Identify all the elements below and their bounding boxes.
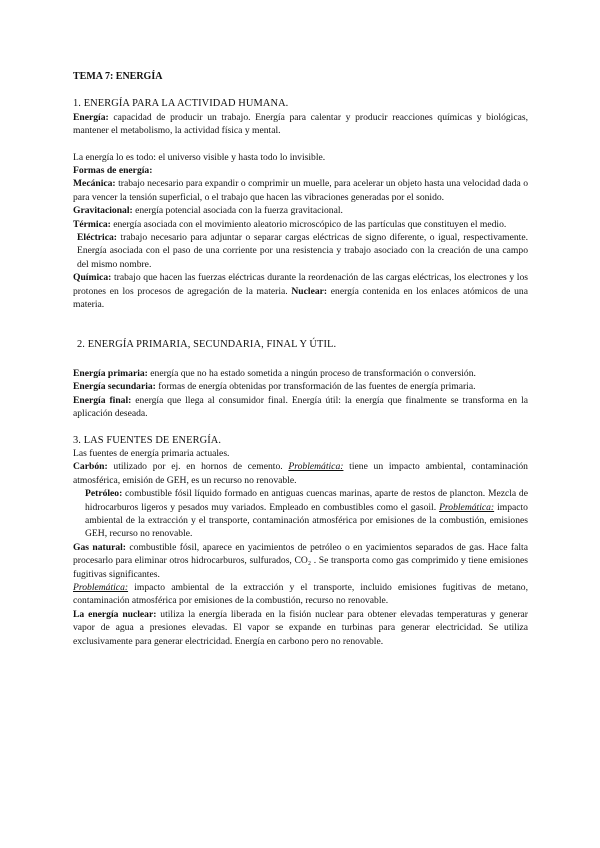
def-secundaria: formas de energía obtenidas por transformación de las fuentes de energía primaria. xyxy=(155,381,476,393)
primaria-definition xyxy=(73,367,528,380)
def-termica: energía asociada con el movimiento aleatorio microscópico de las partículas que constituyen el medio. xyxy=(110,218,507,230)
gravitacional-definition xyxy=(73,204,528,217)
def-electrica: trabajo necesario para adjuntar o separar cargas eléctricas de signo diferente, o igual, respectivamente. Energía asociada con el paso de una corriente por una resistencia y trabajo asociado con la creación de una campo del mismo nombre. xyxy=(77,232,528,270)
def-carbon: utilizado por ej. en hornos de cemento. xyxy=(107,461,289,473)
def-gas: combustible fósil, aparece en yacimientos de petróleo o en yacimientos separados de gas. Hace falta procesarlo para eliminar otros hidrocarburos, sulfurados, CO₂ . Se transporta como gas comprimido y tiene emisiones fugitivas significantes. xyxy=(73,541,528,580)
def-energia-nuclear: utiliza la energía liberada en la fisión nuclear para obtener elevadas temperaturas y generar vapor de agua a presiones elevadas. El vapor se expande en turbinas para generar electricidad. Se utiliza exclusivamente para generar electricidad. Energía en carbono pero no renovable. xyxy=(73,608,528,647)
section-3-heading: 3. LAS FUENTES DE ENERGÍA. xyxy=(73,434,222,446)
def-mecanica: trabajo necesario para expandir o comprimir un muelle, para acelerar un objeto hasta una velocidad dada o para vencer la tensión superficial, o el trabajo que hacen las vibraciones generadas por el sonido. xyxy=(73,178,528,203)
document-title: TEMA 7: ENERGÍA xyxy=(73,71,163,82)
term-quimica: Química: xyxy=(73,272,112,284)
petroleo-problematica-text: impacto ambiental de la extracción y el transporte, contaminación atmosférica por emisiones de la combustión, emisiones GEH, recurso no renovable. xyxy=(85,501,528,540)
def-petroleo: combustible fósil líquido formado en antiguas cuencas marinas, aparte de restos de plancton. Mezcla de hidrocarburos ligeros y pesados muy variados. Empleado en combustibles como el gasoil. xyxy=(85,488,528,513)
document-page xyxy=(73,70,528,648)
term-petroleo: Petróleo: xyxy=(85,488,123,500)
carbon-problematica-text: tiene un impacto ambiental, contaminación atmosférica, emisión de GEH, es un recurso no renovable. xyxy=(73,461,528,486)
def-primaria: energía que no ha estado sometida a ningún proceso de transformación o conversión. xyxy=(147,367,476,379)
fuentes-intro: Las fuentes de energía primaria actuales. xyxy=(73,447,230,459)
term-primaria: Energía primaria: xyxy=(73,367,148,379)
termica-definition xyxy=(73,218,528,231)
nuclear-definition xyxy=(73,608,528,648)
gas-problematica-label: Problemática: xyxy=(73,582,129,593)
term-nuclear: Nuclear: xyxy=(291,285,328,297)
term-energia: Energía: xyxy=(73,111,109,123)
petroleo-definition xyxy=(73,487,528,541)
carbon-problematica-label: Problemática: xyxy=(288,461,344,473)
secundaria-definition xyxy=(73,380,528,393)
def-energia: capacidad de producir un trabajo. Energía para calentar y producir reacciones químicas y biológicas, mantener el metabolismo, la actividad física y mental. xyxy=(73,111,528,137)
energia-definition xyxy=(73,111,528,138)
gas-definition xyxy=(73,541,528,581)
term-gravitacional: Gravitacional: xyxy=(73,205,133,217)
term-gas: Gas natural: xyxy=(73,541,126,553)
term-electrica: Eléctrica: xyxy=(77,232,117,244)
section-1-heading: 1. ENERGÍA PARA LA ACTIVIDAD HUMANA. xyxy=(73,98,289,110)
gas-problematica xyxy=(73,581,528,608)
def-nuclear: energía contenida en los enlaces atómicos de una materia. xyxy=(73,285,528,311)
term-termica: Térmica: xyxy=(73,218,111,230)
electrica-definition xyxy=(73,231,528,271)
def-gravitacional: energía potencial asociada con la fuerza gravitacional. xyxy=(132,205,343,217)
term-energia-nuclear: La energía nuclear: xyxy=(73,608,157,620)
def-final: energía que llega al consumidor final. Energía útil: la energía que finalmente se transforma en la aplicación deseada. xyxy=(73,394,528,420)
term-mecanica: Mecánica: xyxy=(73,178,116,190)
carbon-definition xyxy=(73,460,528,487)
formas-heading: Formas de energía: xyxy=(73,165,153,177)
mecanica-definition xyxy=(73,177,528,204)
term-secundaria: Energía secundaria: xyxy=(73,381,156,393)
gas-problematica-text: impacto ambiental de la extracción y el transporte, incluido emisiones fugitivas de metano, contaminación atmosférica por emisiones de la combustión, recurso no renovable. xyxy=(73,582,528,607)
energia-intro: La energía lo es todo: el universo visible y hasta todo lo invisible. xyxy=(73,151,326,163)
final-definition xyxy=(73,394,528,421)
term-final: Energía final: xyxy=(73,394,132,406)
quimica-definition xyxy=(73,271,528,311)
section-2-heading: 2. ENERGÍA PRIMARIA, SECUNDARIA, FINAL Y ÚTIL. xyxy=(77,338,337,350)
def-quimica: trabajo que hacen las fuerzas eléctricas durante la reordenación de las cargas eléctricas, los electrones y los protones en los procesos de agregación de la materia. xyxy=(73,272,528,297)
petroleo-problematica-label: Problemática: xyxy=(439,501,495,513)
term-carbon: Carbón: xyxy=(73,461,108,473)
